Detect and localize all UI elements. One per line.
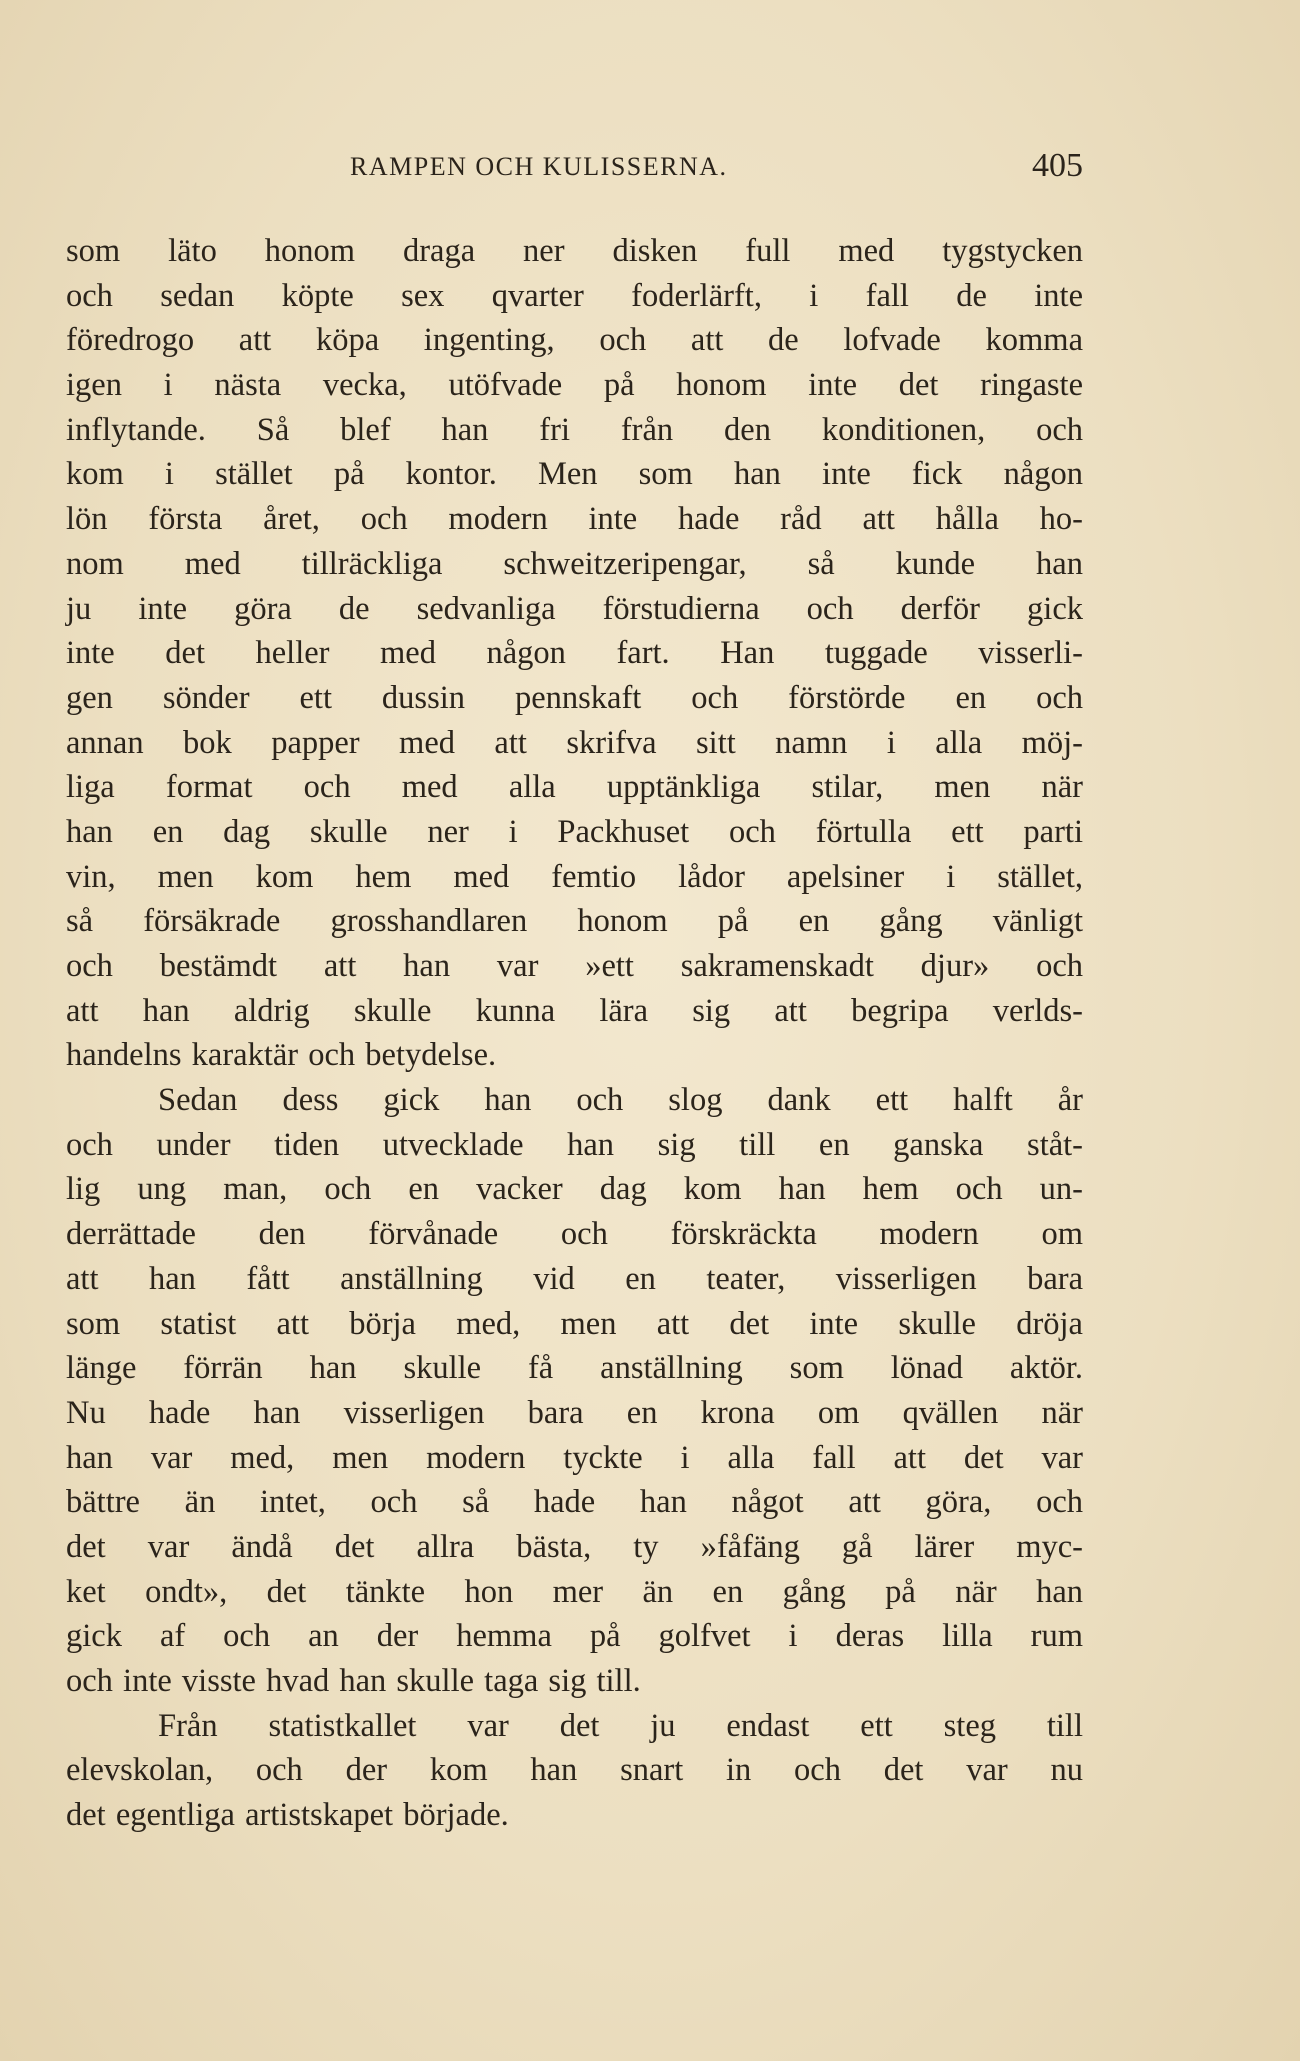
text-line: Från statistkallet var det ju endast ett steg till: [158, 1707, 1083, 1744]
text-line: liga format och med alla upptänkliga stilar, men när: [66, 769, 1083, 806]
text-line: han en dag skulle ner i Packhuset och förtulla ett parti: [66, 813, 1083, 850]
text-line: inflytande. Så blef han fri från den konditionen, och: [66, 411, 1083, 448]
text-line: och inte visste hvad han skulle taga sig till.: [66, 1663, 641, 1699]
text-line: igen i nästa vecka, utöfvade på honom inte det ringaste: [66, 367, 1083, 404]
text-line: gen sönder ett dussin pennskaft och förstörde en och: [66, 679, 1083, 716]
text-line: Nu hade han visserligen bara en krona om qvällen när: [66, 1394, 1083, 1431]
text-line: och bestämdt att han var »ett sakramenskadt djur» och: [66, 948, 1083, 984]
text-line: som statist att börja med, men att det inte skulle dröja: [66, 1305, 1083, 1342]
text-line: att han aldrig skulle kunna lära sig att begripa verlds-: [66, 992, 1083, 1029]
text-line: och sedan köpte sex qvarter foderlärft, i fall de inte: [66, 277, 1083, 314]
page-header: [66, 147, 1083, 190]
text-line: ket ondt», det tänkte hon mer än en gång på när han: [66, 1573, 1083, 1610]
running-head: RAMPEN OCH KULISSERNA.: [350, 152, 728, 181]
text-line: att han fått anställning vid en teater, visserligen bara: [66, 1260, 1083, 1297]
text-line: nom med tillräckliga schweitzeripengar, så kunde han: [66, 545, 1083, 582]
text-line: det var ändå det allra bästa, ty »fåfäng gå lärer myc-: [66, 1528, 1083, 1565]
text-line: vin, men kom hem med femtio lådor apelsiner i stället,: [66, 858, 1083, 895]
text-line: elevskolan, och der kom han snart in och det var nu: [66, 1752, 1083, 1789]
text-line: lig ung man, och en vacker dag kom han hem och un-: [66, 1171, 1083, 1208]
text-line: och under tiden utvecklade han sig till en ganska ståt-: [66, 1126, 1083, 1163]
text-line: kom i stället på kontor. Men som han inte fick någon: [66, 456, 1083, 493]
text-line: lön första året, och modern inte hade råd att hålla ho-: [66, 501, 1083, 538]
text-line: bättre än intet, och så hade han något att göra, och: [66, 1484, 1083, 1521]
text-line: annan bok papper med att skrifva sitt namn i alla möj-: [66, 724, 1083, 761]
text-line: handelns karaktär och betydelse.: [66, 1037, 497, 1074]
text-line: Sedan dess gick han och slog dank ett halft år: [158, 1082, 1083, 1119]
text-line: det egentliga artistskapet började.: [66, 1797, 509, 1834]
text-line: inte det heller med någon fart. Han tuggade visserli-: [66, 635, 1083, 672]
text-line: derrättade den förvånade och förskräckta modern om: [66, 1216, 1083, 1253]
text-line: länge förrän han skulle få anställning som lönad aktör.: [66, 1350, 1083, 1387]
text-line: han var med, men modern tyckte i alla fall att det var: [66, 1439, 1083, 1476]
body-text: [66, 229, 1083, 1838]
text-line: så försäkrade grosshandlaren honom på en gång vänligt: [66, 903, 1083, 940]
page-number: 405: [1032, 147, 1083, 184]
text-line: ju inte göra de sedvanliga förstudierna och derför gick: [66, 590, 1083, 627]
text-line: gick af och an der hemma på golfvet i deras lilla rum: [66, 1618, 1083, 1655]
text-line: som läto honom draga ner disken full med tygstycken: [66, 233, 1083, 269]
text-line: föredrogo att köpa ingenting, och att de lofvade komma: [66, 322, 1083, 359]
